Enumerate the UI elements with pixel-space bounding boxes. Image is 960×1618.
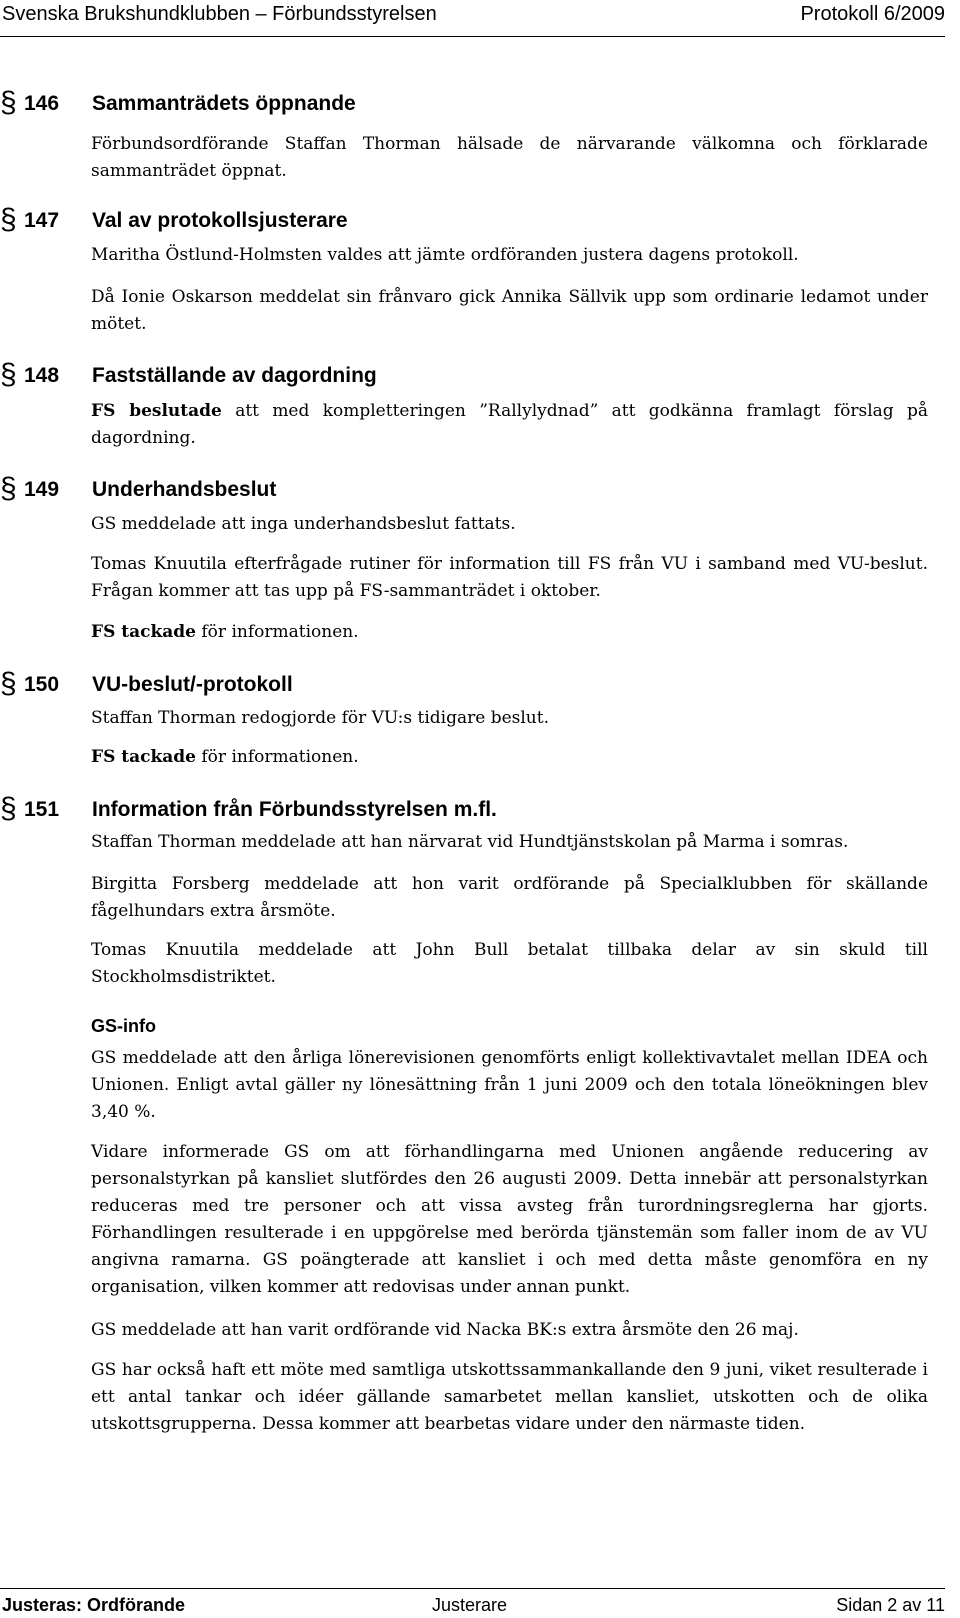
decision-keyword: FS tackade — [91, 622, 196, 642]
paragraph: Tomas Knuutila efterfrågade rutiner för information till FS från VU i samband med VU-beslut. Frågan kommer att tas upp på FS-sammanträdet i oktober. — [91, 554, 928, 601]
section-title: Fastställande av dagordning — [92, 364, 377, 387]
page-footer — [0, 1588, 945, 1618]
section-number: 148 — [24, 364, 60, 387]
section-title: VU-beslut/-protokoll — [92, 673, 293, 696]
section-sign-icon: § — [0, 86, 17, 119]
decision-text: för informationen. — [195, 747, 359, 767]
section-number: 150 — [24, 673, 60, 696]
paragraph: Tomas Knuutila meddelade att John Bull betalat tillbaka delar av sin skuld till Stockholmsdistriktet. — [91, 940, 928, 987]
header-organization: Svenska Brukshundklubben – Förbundsstyrelsen — [2, 3, 437, 25]
header-protocol-number: Protokoll 6/2009 — [800, 3, 945, 25]
footer-justerare-label: Justerare — [432, 1595, 508, 1615]
paragraph: GS meddelade att han varit ordförande vid Nacka BK:s extra årsmöte den 26 maj. — [91, 1320, 799, 1340]
decision-keyword: FS tackade — [91, 747, 196, 767]
paragraph: Staffan Thorman meddelade att han närvarat vid Hundtjänstskolan på Marma i somras. — [91, 832, 849, 852]
section-title: Sammanträdets öppnande — [92, 92, 356, 115]
section-sign-icon: § — [0, 472, 17, 505]
section-number: 151 — [24, 798, 60, 821]
decision-text: att med kompletteringen ”Rallylydnad” att godkänna framlagt förslag på dagordning. — [91, 401, 928, 448]
decision-keyword: FS beslutade — [91, 401, 222, 421]
decision-paragraph — [91, 398, 928, 452]
paragraph: GS har också haft ett möte med samtliga utskottssammankallande den 9 juni, viket resulterade i ett antal tankar och idéer gällande samarbetet mellan kansliet, utskotten och de olika utskottsgrupperna. Dessa kommer att bearbetas vidare under den närmaste tiden. — [91, 1360, 928, 1434]
decision-text: för informationen. — [195, 622, 359, 642]
footer-justeras-label: Justeras: Ordförande — [2, 1595, 186, 1615]
section-sign-icon: § — [0, 203, 17, 236]
paragraph: Vidare informerade GS om att förhandlingarna med Unionen angående reducering av personalstyrkan på kansliet slutfördes den 26 augusti 2009. Detta innebär att personalstyrkan reduceras med tre personer och att vissa avsteg från turordningsreglerna har gjorts. Förhandlingen resulterade i en uppgörelse med berörda tjänstemän som faller inom de av VU angivna ramarna. GS poängterade att kansliet i och med detta måste genomföra en ny organisation, vilken kommer att redovisas under annan punkt. — [91, 1142, 928, 1297]
section-title: Information från Förbundsstyrelsen m.fl. — [92, 798, 497, 821]
section-number: 149 — [24, 478, 60, 501]
page-number: Sidan 2 av 11 — [836, 1595, 945, 1615]
paragraph: Då Ionie Oskarson meddelat sin frånvaro gick Annika Sällvik upp som ordinarie ledamot under mötet. — [91, 287, 928, 334]
paragraph: Maritha Östlund-Holmsten valdes att jämte ordföranden justera dagens protokoll. — [91, 245, 799, 265]
decision-paragraph — [91, 744, 928, 771]
paragraph: GS meddelade att inga underhandsbeslut fattats. — [91, 514, 516, 534]
section-sign-icon: § — [0, 667, 17, 700]
paragraph: Birgitta Forsberg meddelade att hon varit ordförande på Specialklubben för skällande fågelhundars extra årsmöte. — [91, 874, 928, 921]
paragraph: GS meddelade att den årliga lönerevisionen genomförts enligt kollektivavtalet mellan IDEA och Unionen. Enligt avtal gäller ny lönesättning från 1 juni 2009 och den totala löneökningen blev 3,40 %. — [91, 1048, 928, 1122]
gs-info-heading: GS-info — [91, 1016, 156, 1036]
section-title: Underhandsbeslut — [92, 478, 277, 501]
section-sign-icon: § — [0, 358, 17, 391]
section-number: 147 — [24, 209, 60, 232]
decision-paragraph — [91, 619, 928, 646]
section-number: 146 — [24, 92, 60, 115]
page-header — [0, 0, 945, 37]
paragraph: Förbundsordförande Staffan Thorman hälsade de närvarande välkomna och förklarade sammanträdet öppnat. — [91, 134, 928, 181]
section-title: Val av protokollsjusterare — [92, 209, 348, 232]
paragraph: Staffan Thorman redogjorde för VU:s tidigare beslut. — [91, 708, 549, 728]
section-sign-icon: § — [0, 792, 17, 825]
